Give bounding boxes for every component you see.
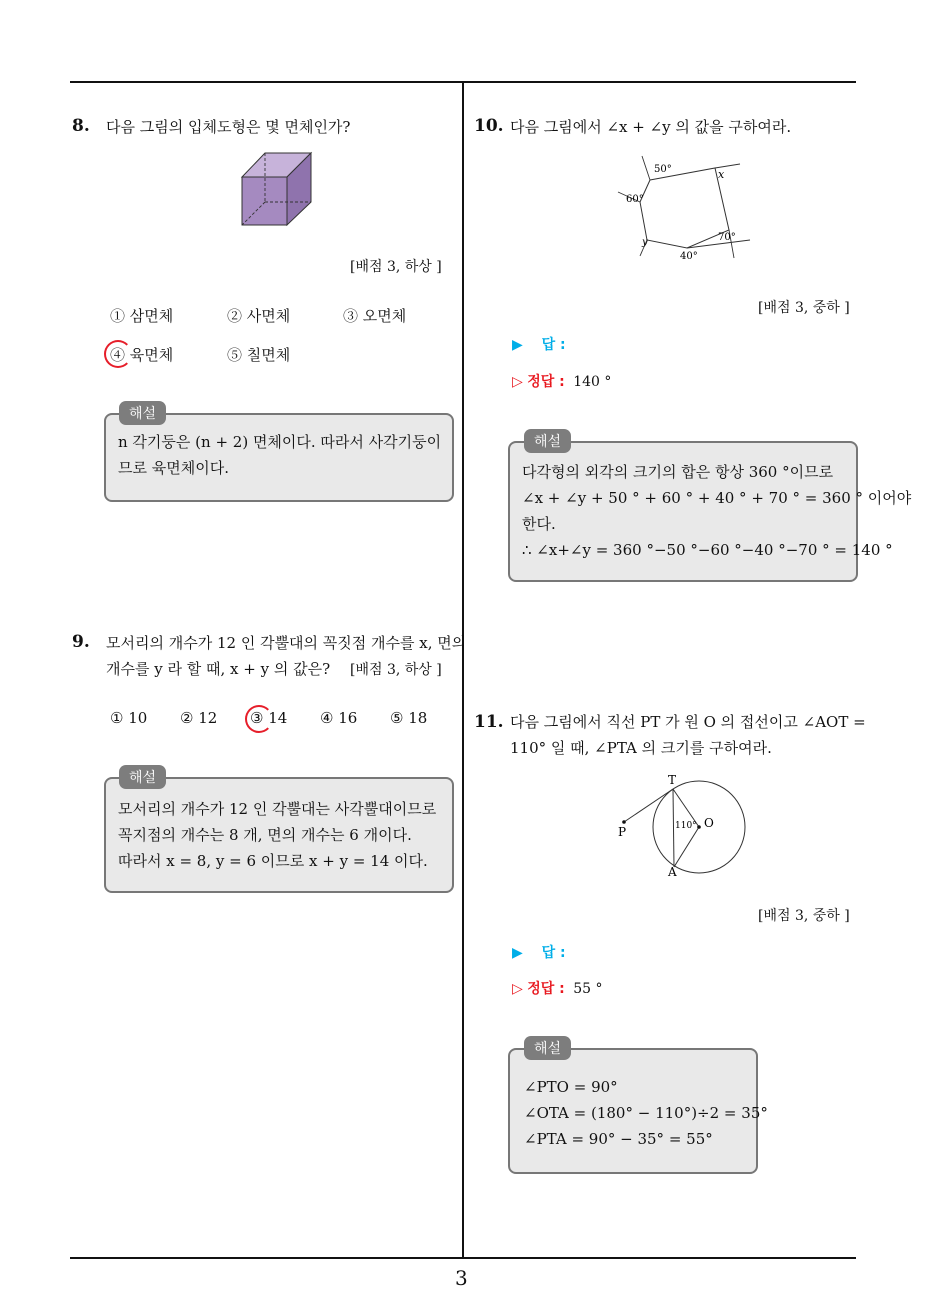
q9-solution-line: 따라서 x = 8, y = 6 이므로 x + y = 14 이다.	[118, 852, 428, 870]
q11-score: [배점 3, 중하 ]	[758, 908, 850, 924]
q11-figure-label: P	[618, 825, 627, 839]
red-triangle-icon: ▷	[512, 981, 523, 997]
bottom-rule	[70, 1257, 856, 1259]
q11-text-line2: 110° 일 때, ∠PTA 의 크기를 구하여라.	[510, 739, 772, 757]
q9-choice-5[interactable]: ⑤ 18	[390, 709, 428, 727]
q11-number: 11.	[474, 712, 504, 732]
q10-score: [배점 3, 중하 ]	[758, 300, 850, 316]
q11-solution-line: ∠PTO = 90°	[524, 1078, 618, 1096]
q10-answer-label: 답 :	[541, 337, 566, 353]
q8-cube-figure	[238, 150, 318, 230]
q11-answer-row	[512, 942, 566, 962]
q8-number: 8.	[72, 116, 90, 136]
q11-correct-value: 55 °	[573, 981, 603, 997]
q9-choice-1[interactable]: ① 10	[110, 709, 148, 727]
q9-text-line1: 모서리의 개수가 12 인 각뿔대의 꼭짓점 개수를 x, 면의	[106, 634, 467, 652]
q8-choice-4[interactable]: ④ 육면체	[110, 346, 174, 364]
q10-correct-value: 140 °	[573, 374, 612, 390]
q10-solution-label: 해설	[524, 429, 571, 453]
q10-answer-row	[512, 334, 566, 354]
q9-choice-4[interactable]: ④ 16	[320, 709, 358, 727]
q10-correct-label: 정답 :	[527, 374, 565, 390]
q9-solution-line: 모서리의 개수가 12 인 각뿔대는 사각뿔대이므로	[118, 800, 437, 818]
q10-solution-line: 다각형의 외각의 크기의 합은 항상 360 °이므로	[522, 463, 834, 481]
q10-figure-label: 60°	[626, 194, 644, 205]
q10-polygon-figure	[612, 152, 758, 262]
q11-figure-label: 110°	[675, 821, 697, 831]
q10-figure-label: 40°	[680, 251, 698, 262]
q11-solution-line: ∠PTA = 90° − 35° = 55°	[524, 1130, 713, 1148]
q10-correct-row	[512, 371, 611, 391]
q8-solution-line: n 각기둥은 (n + 2) 면체이다. 따라서 사각기둥이	[118, 433, 442, 451]
q11-solution-label: 해설	[524, 1036, 571, 1060]
q11-figure-label: T	[668, 773, 677, 787]
q9-solution-line: 꼭지점의 개수는 8 개, 면의 개수는 6 개이다.	[118, 826, 412, 844]
q10-figure-label: y	[642, 237, 648, 248]
q9-choice-2[interactable]: ② 12	[180, 709, 218, 727]
q11-answer-label: 답 :	[541, 945, 566, 961]
q9-score: [배점 3, 하상 ]	[350, 662, 442, 678]
q10-figure-label: 50°	[654, 164, 672, 175]
q10-solution-line: 한다.	[522, 515, 556, 533]
q10-figure-label: x	[718, 168, 725, 181]
q8-score: [배점 3, 하상 ]	[350, 259, 442, 275]
q10-solution-line: ∠x + ∠y + 50 ° + 60 ° + 40 ° + 70 ° = 360 ° 이어야	[522, 489, 912, 507]
q11-correct-row	[512, 978, 602, 998]
point-p	[622, 820, 626, 824]
q11-circle-figure	[614, 770, 754, 878]
q11-figure-label: A	[668, 865, 677, 878]
q8-selected-mark	[104, 340, 132, 368]
q9-choice-3[interactable]: ③ 14	[250, 709, 288, 727]
q10-solution-box	[508, 441, 912, 582]
page-number: 3	[455, 1266, 468, 1290]
q8-choice-3[interactable]: ③ 오면체	[343, 307, 407, 325]
q9-solution-label: 해설	[119, 765, 166, 789]
q10-text: 다음 그림에서 ∠x + ∠y 의 값을 구하여라.	[510, 118, 792, 136]
q9-number: 9.	[72, 632, 90, 652]
column-divider	[462, 83, 464, 1259]
q11-correct-label: 정답 :	[527, 981, 565, 997]
q11-solution-line: ∠OTA = (180° − 110°)÷2 = 35°	[524, 1104, 768, 1122]
point-o	[697, 825, 701, 829]
q8-solution-label: 해설	[119, 401, 166, 425]
q10-figure-label: 70°	[718, 232, 736, 243]
q11-figure-label: O	[704, 816, 714, 830]
hexagon-shape	[640, 168, 729, 248]
q8-choice-5[interactable]: ⑤ 칠면체	[227, 346, 291, 364]
q9-selected-mark	[245, 705, 273, 733]
q8-solution-box	[104, 413, 454, 502]
q9-text-line2: 개수를 y 라 할 때, x + y 의 값은?	[106, 660, 331, 678]
cyan-play-icon: ▶	[512, 337, 523, 353]
cyan-play-icon: ▶	[512, 945, 523, 961]
q11-text-line1: 다음 그림에서 직선 PT 가 원 O 의 접선이고 ∠AOT =	[510, 713, 866, 731]
q8-solution-line: 므로 육면체이다.	[118, 459, 229, 477]
q10-number: 10.	[474, 116, 504, 136]
q8-choice-2[interactable]: ② 사면체	[227, 307, 291, 325]
q9-solution-box	[104, 777, 454, 893]
q11-solution-box	[508, 1048, 768, 1174]
q8-text: 다음 그림의 입체도형은 몇 면체인가?	[106, 118, 351, 136]
red-triangle-icon: ▷	[512, 374, 523, 390]
q8-choice-1[interactable]: ① 삼면체	[110, 307, 174, 325]
tangent-pt	[624, 789, 673, 822]
q10-solution-line: ∴ ∠x+∠y = 360 °−50 °−60 °−40 °−70 ° = 140 °	[522, 541, 893, 559]
